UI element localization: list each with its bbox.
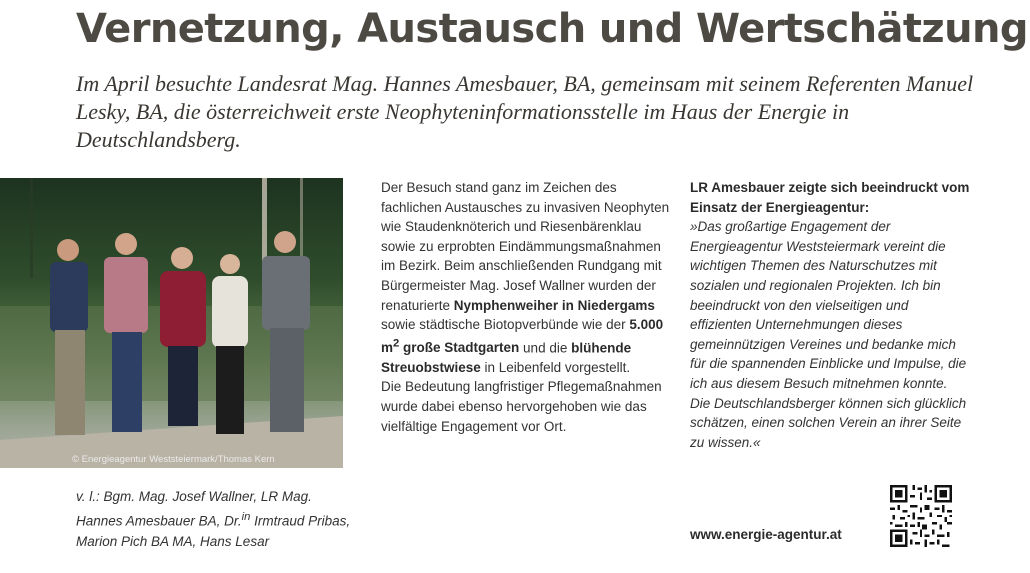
website-link[interactable]: www.energie-agentur.at [690, 527, 842, 542]
col2-bold-nymphenweiher: Nymphenweiher in Niedergams [453, 297, 655, 313]
col2-paragraph2: Die Bedeutung langfristiger Pflegemaßnahmen wurde dabei ebenso hervorgehoben wie das vielfältige Engagement vor Ort. [381, 379, 662, 434]
group-photo-illustration [0, 178, 343, 468]
photo-caption [76, 487, 356, 552]
article-column-2 [381, 178, 671, 436]
article-column-3 [690, 178, 970, 452]
col2-text4: in Leibenfeld vorgestellt. [480, 359, 631, 375]
photo-copyright: © Energieagentur Weststeiermark/Thomas Kern [72, 454, 275, 465]
col3-quote: »Das großartige Engagement der Energieagentur Weststeiermark vereint die wichtigen Themen des Naturschutzes mit sozialen und regionalen Projekten. Ich bin beeindruckt von den vielseitigen und effizienten Unternehmungen dieses gemeinnützigen Vereines und bedanke mich für die spannenden Einblicke und Impulse, die ich aus diesem Besuch mitnehmen konnte. Die Deutschlandsberger können sich glücklich schätzen, einen solchen Verein an ihrer Seite zu wissen.« [690, 219, 967, 450]
caption-part2: Irmtraud Pribas, Marion Pich BA MA, Hans Lesar [76, 513, 351, 549]
col2-bold-stadtgarten-rest: große Stadtgarten [399, 340, 520, 356]
article-title: Vernetzung, Austausch und Wertschätzung [76, 6, 1028, 52]
col3-heading-text: LR Amesbauer zeigte sich beeindruckt vom Einsatz der Energieagentur: [690, 180, 970, 215]
caption-part1: v. l.: Bgm. Mag. Josef Wallner, LR Mag. Hannes Amesbauer BA, Dr. [76, 489, 312, 529]
col2-bold-streuobstwiese: blühende Streuobstwiese [381, 340, 632, 375]
col2-text2: sowie städtische Biotopverbünde wie der [381, 317, 630, 333]
lead-paragraph: Im April besuchte Landesrat Mag. Hannes Amesbauer, BA, gemeinsam mit seinem Referenten Manuel Lesky, BA, die österreichweit erste Neophyteninformationsstelle im Haus der Energie in Deutschlandsberg. [76, 71, 974, 152]
qr-code-icon [890, 485, 952, 547]
col3-heading [690, 178, 970, 217]
col2-text1: Der Besuch stand ganz im Zeichen des fachlichen Austausches zu invasiven Neophyten wie Staudenknöterich und Riesenbärenklau sowie zu erprobten Eindämmungsmaßnahmen im Bezirk. Beim anschließenden Rundgang mit Bürgermeister Mag. Josef Wallner wurden der renaturierte [381, 180, 670, 313]
col2-text3: und die [519, 340, 572, 356]
col2-bold-stadtgarten-size: 5.000 m [381, 317, 664, 356]
group-photo [0, 178, 343, 468]
col2-bold-stadtgarten-sup: 2 [393, 337, 400, 350]
caption-superscript: in [241, 511, 251, 523]
